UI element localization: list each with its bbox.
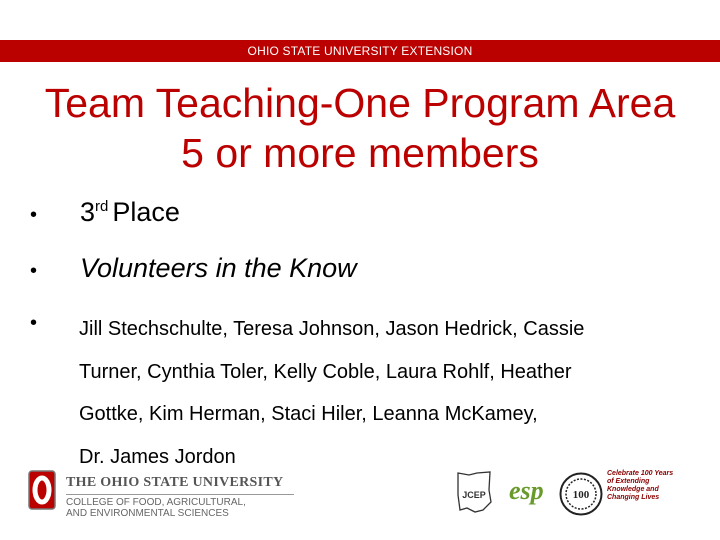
college-line-1: COLLEGE OF FOOD, AGRICULTURAL, — [66, 497, 246, 508]
college-line-2: AND ENVIRONMENTAL SCIENCES — [66, 508, 229, 519]
names-line-4: Dr. James Jordon — [79, 445, 236, 468]
slide-title — [0, 78, 720, 178]
team-members — [79, 308, 699, 478]
names-line-2: Turner, Cynthia Toler, Kelly Coble, Laura Rohlf, Heather — [79, 360, 572, 383]
celebrate-tagline: Celebrate 100 Years of Extending Knowledge and Changing Lives — [607, 470, 674, 501]
bullet-program — [30, 253, 357, 284]
names-line-3: Gottke, Kim Herman, Staci Hiler, Leanna McKamey, — [79, 403, 538, 425]
college-name — [66, 497, 306, 519]
program-name: Volunteers in the Know — [80, 253, 357, 283]
place-text — [80, 197, 180, 228]
university-name: THE OHIO STATE UNIVERSITY — [66, 475, 284, 490]
block-o-icon — [28, 470, 56, 510]
jcep-ohio-icon — [455, 470, 493, 514]
place-word: Place — [112, 197, 180, 227]
title-line-1: Team Teaching-One Program Area — [44, 80, 676, 126]
extension-banner: OHIO STATE UNIVERSITY EXTENSION — [0, 40, 720, 62]
jcep-label: JCEP — [462, 490, 486, 500]
names-line-1: Jill Stechschulte, Teresa Johnson, Jason Hedrick, Cassie — [79, 318, 585, 340]
title-line-2: 5 or more members — [181, 130, 539, 176]
bullet-dot: • — [30, 312, 38, 334]
bullet-dot: • — [30, 260, 38, 282]
bullet-names — [30, 312, 80, 335]
place-suffix: rd — [95, 198, 109, 215]
esp-logo: esp — [509, 476, 544, 505]
centennial-seal-icon — [559, 472, 603, 516]
seal-number: 100 — [572, 489, 590, 501]
bullet-dot: • — [30, 204, 38, 226]
logo-divider — [66, 494, 294, 495]
place-number: 3 — [80, 197, 96, 227]
bullet-place — [30, 197, 180, 228]
